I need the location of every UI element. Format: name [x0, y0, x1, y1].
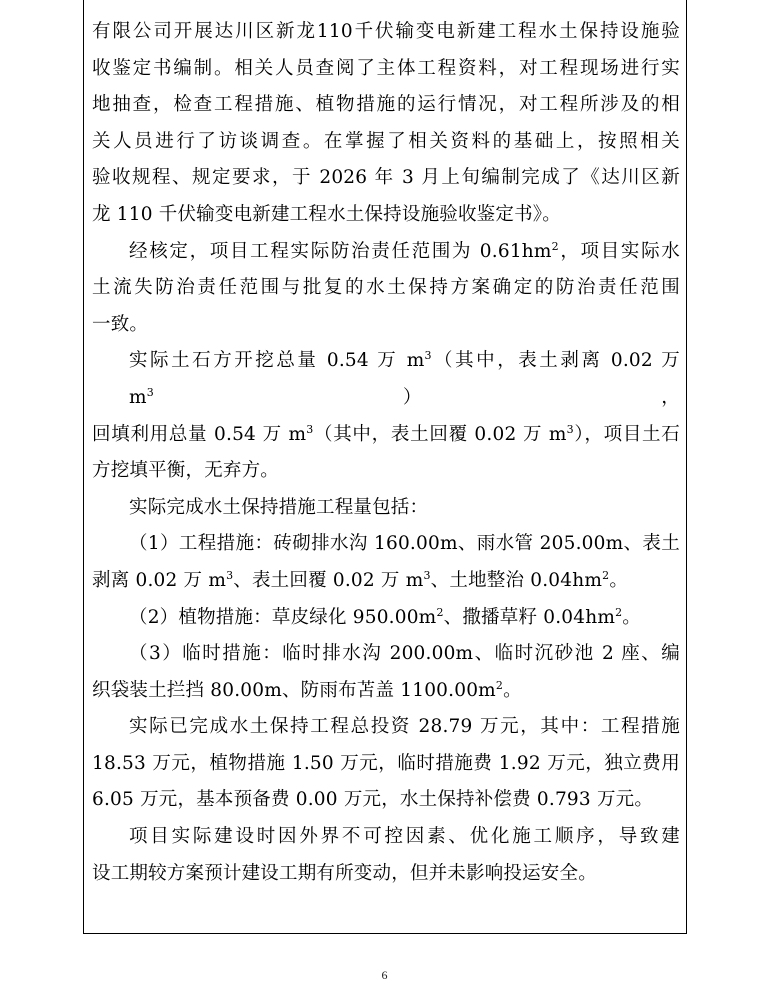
text-fragment: （2）植物措施：草皮绿化 950.00m [129, 606, 437, 628]
text-line: 土流失防治责任范围与批复的水土保持方案确定的防治责任范围 [92, 277, 680, 299]
text-line: 方挖填平衡，无弃方。 [92, 460, 280, 482]
text-line: 项目实际建设时因外界不可控因素、优化施工顺序，导致建 [129, 826, 680, 848]
superscript: 2 [495, 678, 504, 692]
paragraph-earthwork [92, 343, 680, 489]
text-line: 地抽查，检查工程措施、植物措施的运行情况，对工程所涉及的相 [92, 94, 680, 116]
superscript: 3 [424, 349, 432, 363]
superscript: 2 [551, 239, 559, 253]
text-line: 实际完成水土保持措施工程量包括： [129, 496, 429, 518]
text-fragment: （其中，表土回覆 0.02 万 m [313, 423, 567, 445]
text-line: 设工期较方案预计建设工期有所变动，但并未影响投运安全。 [92, 862, 597, 884]
text-fragment: 、表土回覆 0.02 万 m [233, 569, 424, 591]
text-fragment: 、撒播草籽 0.04hm [443, 606, 616, 628]
text-fragment: 。 [622, 606, 641, 628]
text-line [92, 673, 680, 710]
text-fragment: 。 [609, 569, 629, 591]
text-fragment: 织袋装土拦挡 80.00m、防雨布苫盖 1100.00m [92, 679, 496, 701]
text-fragment: 。 [503, 679, 522, 701]
document-body [92, 14, 680, 892]
superscript: 2 [436, 605, 444, 619]
text-line [92, 563, 680, 600]
text-fragment: ）， [153, 386, 680, 408]
text-line: （3）临时措施：临时排水沟 200.00m、临时沉砂池 2 座、编 [129, 643, 680, 665]
superscript: 3 [566, 422, 574, 436]
superscript: 3 [306, 422, 314, 436]
text-line [92, 600, 680, 637]
text-fragment: 经核定，项目工程实际防治责任范围为 0.61hm [129, 240, 552, 262]
paragraph-plant-measures [92, 600, 680, 637]
superscript: 2 [602, 568, 610, 582]
text-line [92, 343, 680, 416]
superscript: 3 [226, 568, 234, 582]
text-fragment: 剥离 0.02 万 m [92, 569, 227, 591]
paragraph-temporary-measures [92, 636, 680, 709]
text-line: （1）工程措施：砖砌排水沟 160.00m、雨水管 205.00m、表土 [129, 533, 680, 555]
page-number: 6 [381, 968, 388, 982]
text-fragment: 回填利用总量 0.54 万 m [92, 423, 307, 445]
text-fragment: （其中，表土剥离 0.02 万 m [129, 350, 680, 408]
paragraph-scope [92, 234, 680, 344]
text-line: 一致。 [92, 313, 149, 335]
text-fragment: 、土地整治 0.04hm [430, 569, 603, 591]
superscript: 3 [423, 568, 431, 582]
text-fragment: ，项目实际水 [558, 240, 680, 262]
text-line: 验收规程、规定要求，于 2026 年 3 月上旬编制完成了《达川区新 [92, 167, 680, 189]
superscript: 3 [146, 385, 154, 399]
superscript: 2 [615, 605, 623, 619]
text-line: 6.05 万元，基本预备费 0.00 万元，水土保持补偿费 0.793 万元。 [92, 789, 654, 811]
text-line [92, 417, 680, 454]
text-line: 实际已完成水土保持工程总投资 28.79 万元，其中：工程措施 [129, 716, 680, 738]
text-line: 龙 110 千伏输变电新建工程水土保持设施验收鉴定书》。 [92, 203, 561, 225]
text-line [92, 234, 680, 271]
text-line: 有限公司开展达川区新龙110千伏输变电新建工程水土保持设施验 [92, 21, 680, 42]
paragraph-intro [92, 14, 680, 234]
text-fragment: ），项目土石 [573, 423, 680, 445]
text-line: 18.53 万元，植物措施 1.50 万元，临时措施费 1.92 万元，独立费用 [92, 752, 680, 774]
text-line: 收鉴定书编制。相关人员查阅了主体工程资料，对工程现场进行实 [92, 57, 680, 79]
text-fragment: 实际土石方开挖总量 0.54 万 m [129, 350, 425, 372]
text-line: 关人员进行了访谈调查。在掌握了相关资料的基础上，按照相关 [92, 130, 680, 152]
paragraph-measures-heading [92, 490, 680, 527]
paragraph-schedule [92, 819, 680, 892]
paragraph-engineering-measures [92, 526, 680, 599]
paragraph-investment [92, 709, 680, 819]
